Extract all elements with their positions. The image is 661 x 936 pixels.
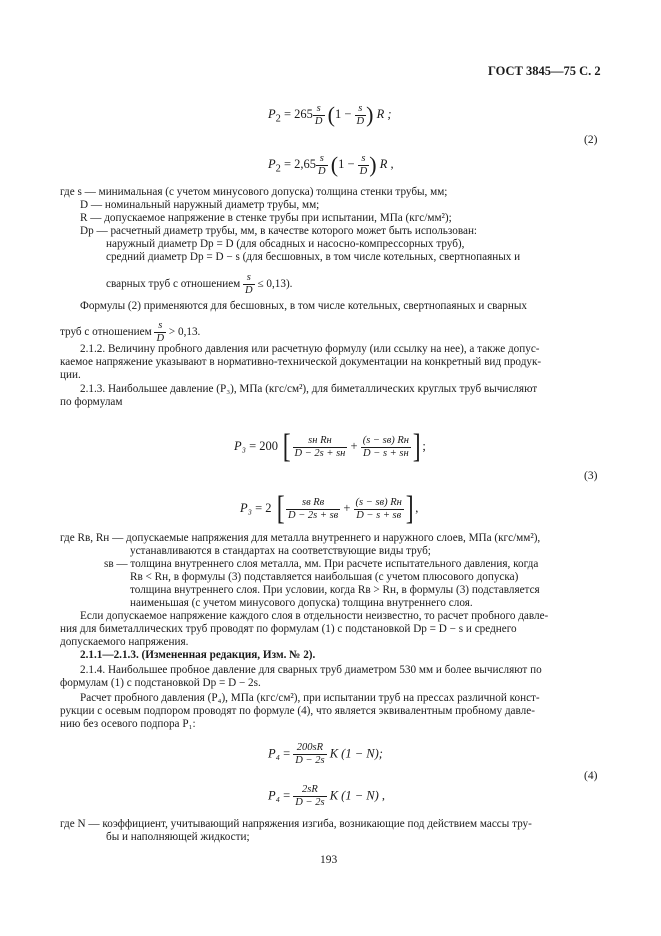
formula-3a: [234, 428, 426, 466]
formula-2a-eq: =: [283, 106, 292, 121]
formula-3a-lhs: P₃: [234, 438, 246, 453]
formula-2b-coef: 2,65: [294, 156, 317, 171]
formula-2a-lhs-sub: 2: [275, 113, 281, 125]
formula-2b-num: s: [316, 153, 328, 166]
formula-2b-fraction-2: [358, 153, 370, 178]
para-unknown-l2: ния для биметаллических труб проводят по формулам (1) с подстановкой Dр = D − s и среднего: [60, 623, 517, 635]
para-212-l2: каемое напряжение указывают в нормативно-технической документации на конкретный вид продук-: [60, 356, 542, 368]
def-welded-ratio-text: сварных труб с отношением: [106, 278, 241, 291]
formula-3b-eq: =: [255, 500, 263, 515]
formula-4a-den: D − 2s: [295, 755, 325, 766]
formula-2b-fraction: [316, 153, 328, 178]
para-formulas2-text: труб с отношением: [60, 326, 152, 339]
formula-2a-fraction: [313, 103, 325, 128]
def-outer-diameter: наружный диаметр Dр = D (для обсадных и насосно-компрессорных труб),: [106, 238, 465, 250]
def-n: где N — коэффициент, учитывающий напряжения изгиба, возникающие под действием массы тру-: [60, 818, 532, 830]
para-ratio-num: s: [154, 320, 166, 333]
para-ratio-rel: > 0,13.: [168, 326, 201, 339]
para-213-l1: 2.1.3. Наибольшее давление (P₃), МПа (кгс/см²), для биметаллических круглых труб вычисляют: [80, 383, 538, 395]
para-214-l2: формулам (1) с подстановкой Dр = D − 2s.: [60, 677, 261, 689]
formula-2a-fraction-2: [355, 103, 367, 128]
formula-3a-end: ;: [422, 438, 426, 453]
formula-3b-plus: +: [343, 500, 351, 515]
formula-3a-n2: (s − sв) Rн: [362, 434, 410, 446]
def-sv-l3: толщина внутреннего слоя. При условии, когда Rв > Rн, в формулы (3) подставляется: [130, 584, 540, 596]
def-n-l2: бы и наполняющей жидкости;: [106, 831, 250, 843]
def-sv: sв — толщина внутреннего слоя металла, мм. При расчете испытательного давления, когда: [104, 558, 539, 570]
def-mean-diameter: средний диаметр Dр = D − s (для бесшовных, в том числе котельных, свертнопаяных и: [106, 251, 521, 263]
formula-4a-eq: =: [283, 746, 291, 761]
formula-3a-d1: D − 2s + sн: [294, 447, 346, 459]
formula-4a-tail: K (1 − N);: [329, 746, 383, 761]
para-ratio-fraction: [154, 320, 166, 345]
formula-2b-eq: =: [283, 156, 292, 171]
para-changed-edition: 2.1.1—2.1.3. (Измененная редакция, Изм. № 2).: [80, 649, 316, 661]
equation-label-4: (4): [584, 770, 598, 782]
para-unknown-l1: Если допускаемое напряжение каждого слоя в отдельности неизвестно, то расчет пробного давле-: [80, 610, 549, 622]
def-ratio-fraction: [243, 272, 255, 297]
para-press-l1: Расчет пробного давления (P₄), МПа (кгс/см²), при испытании труб на прессах различной конст-: [80, 692, 540, 704]
formula-3b-end: ,: [415, 500, 419, 515]
formula-4b-eq: =: [283, 788, 291, 803]
para-formulas2-ratio: [60, 320, 200, 345]
formula-2a-den-2: D: [356, 115, 365, 127]
para-212-l3: ции.: [60, 369, 81, 381]
formula-3a-frac2: [361, 435, 411, 460]
formula-2a-num-2: s: [355, 103, 367, 116]
formula-4b-tail: K (1 − N) ,: [329, 788, 385, 803]
para-213-l2: по формулам: [60, 396, 123, 408]
def-rv-rn: где Rв, Rн — допускаемые напряжения для металла внутреннего и наружного слоев, МПа (кгс/мм²),: [60, 532, 541, 544]
formula-4b-lhs: P₄: [268, 788, 280, 803]
formula-2b-den: D: [318, 165, 326, 177]
formula-3a-bracket-close: ]: [412, 428, 421, 465]
formula-3b-coef: 2: [265, 500, 272, 515]
def-d: D — номинальный наружный диаметр трубы, мм;: [80, 199, 320, 211]
formula-4b-den: D − 2s: [295, 797, 325, 808]
formula-2b-den-2: D: [359, 165, 368, 177]
para-214-l1: 2.1.4. Наибольшее пробное давление для сварных труб диаметром 530 мм и более вычисляют по: [80, 664, 542, 676]
formula-2a-paren-open: (: [327, 102, 335, 127]
formula-2b-lhs: P: [268, 156, 276, 171]
def-dp: Dр — расчетный диаметр трубы, мм, в качестве которого может быть использован:: [80, 225, 478, 237]
formula-2b-tail: R ,: [379, 156, 394, 171]
formula-2b-lhs-sub: 2: [275, 163, 281, 175]
formula-2a-one-minus: 1 −: [334, 106, 352, 121]
formula-3b-n2: (s − sв) Rн: [355, 496, 402, 508]
def-r: R — допускаемое напряжение в стенке трубы при испытании, МПа (кгс/мм²);: [80, 212, 452, 224]
formula-3b-lhs: P₃: [240, 500, 252, 515]
para-unknown-l3: допускаемого напряжения.: [60, 636, 189, 648]
formula-3a-eq: =: [249, 438, 257, 453]
formula-2a: [268, 102, 392, 128]
formula-3a-bracket-open: [: [282, 428, 291, 465]
para-press-l3: нию без осевого подпора P₁:: [60, 718, 196, 730]
def-sv-l4: наименьшая (с учетом минусового допуска) толщина внутреннего слоя.: [130, 597, 473, 609]
para-ratio-den: D: [156, 333, 165, 344]
page-header: ГОСТ 3845—75 С. 2: [488, 64, 601, 78]
formula-2b-paren-open: (: [330, 152, 339, 177]
para-formulas2: Формулы (2) применяются для бесшовных, в том числе котельных, свертнопаяных и сварных: [80, 300, 527, 312]
formula-2a-paren-close: ): [366, 102, 374, 127]
formula-4b-num: 2sR: [293, 784, 326, 797]
formula-3a-frac1: [293, 435, 348, 460]
para-212-l1: 2.1.2. Величину пробного давления или расчетную формулу (или ссылку на нее), а также допус-: [80, 343, 540, 355]
def-sv-l2: Rв < Rн, в формулы (3) подставляется наибольшая (с учетом плюсового допуска): [130, 571, 519, 583]
formula-3b: [240, 490, 418, 528]
def-rv-rn-l2: устанавливаются в стандартах на соответствующие виды труб;: [130, 545, 431, 557]
formula-3a-n1: sн Rн: [293, 435, 348, 448]
formula-3b-n1: sв Rв: [286, 497, 340, 510]
formula-3b-frac2: [354, 497, 404, 522]
formula-4a-lhs: P₄: [268, 746, 280, 761]
def-ratio-num: s: [243, 272, 255, 285]
formula-3b-d1: D − 2s + sв: [288, 509, 339, 521]
formula-3b-frac1: [286, 497, 340, 522]
formula-2b-paren-close: ): [369, 152, 377, 177]
formula-3a-d2: D − s + sн: [363, 447, 409, 459]
def-welded-ratio: [106, 272, 292, 297]
formula-4a-frac: [293, 742, 326, 767]
formula-2b-num-2: s: [358, 153, 370, 166]
formula-3b-bracket-close: ]: [405, 490, 414, 527]
def-s: где s — минимальная (с учетом минусового допуска) толщина стенки трубы, мм;: [60, 186, 448, 198]
formula-3b-d2: D − s + sв: [356, 509, 402, 521]
formula-4b: [268, 784, 385, 809]
formula-2a-coef: 265: [294, 106, 313, 121]
formula-2a-num: s: [313, 103, 325, 116]
equation-label-2: (2): [584, 134, 598, 146]
def-ratio-rel: ≤ 0,13).: [257, 278, 293, 291]
formula-4a: [268, 742, 383, 767]
formula-2a-tail: R ;: [376, 106, 392, 121]
formula-2a-den: D: [314, 115, 323, 127]
equation-label-3: (3): [584, 470, 598, 482]
formula-3a-plus: +: [350, 438, 358, 453]
formula-3a-coef: 200: [259, 438, 279, 453]
formula-2a-lhs: P: [268, 106, 276, 121]
para-press-l2: рукции с осевым подпором проводят по формуле (4), что является эквивалентным пробному давле-: [60, 705, 535, 717]
def-ratio-den: D: [245, 285, 253, 296]
formula-2b-one-minus: 1 −: [338, 156, 355, 171]
page-number: 193: [320, 854, 338, 866]
formula-3b-bracket-open: [: [276, 490, 285, 527]
formula-4a-num: 200sR: [293, 742, 326, 755]
formula-2b: [268, 152, 394, 178]
formula-4b-frac: [293, 784, 326, 809]
